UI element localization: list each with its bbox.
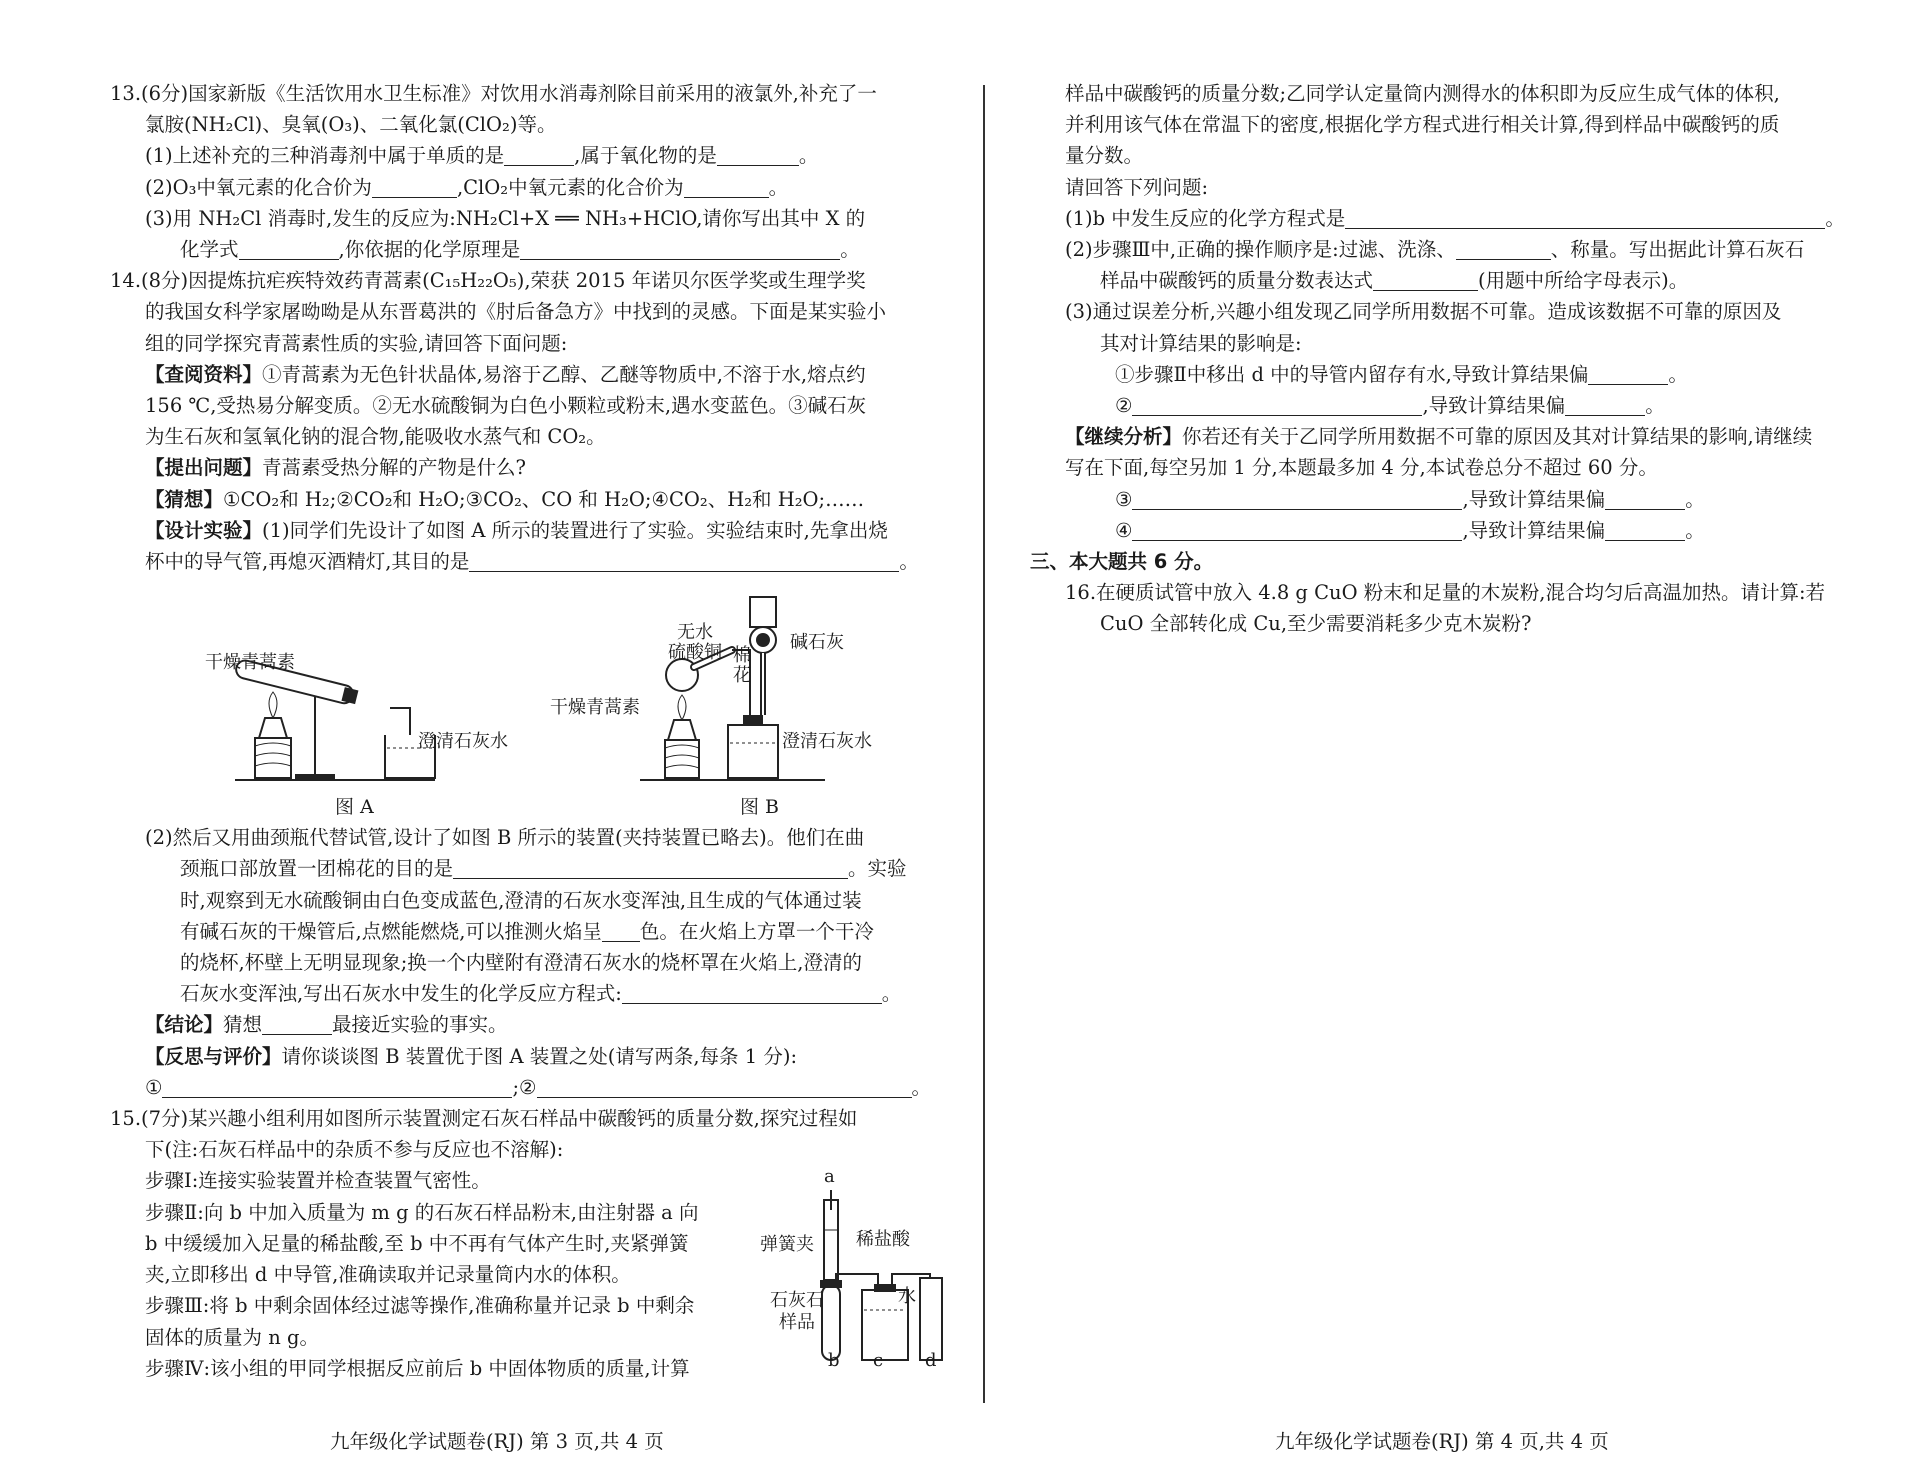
q14-line-19: ① ;② 。 <box>145 1075 932 1099</box>
q15-cont-line-9: 其对计算结果的影响是: <box>1100 331 1302 355</box>
answer-blank[interactable] <box>684 175 769 198</box>
answer-blank[interactable] <box>453 856 848 879</box>
q15-cont-line-1: 样品中碳酸钙的质量分数;乙同学认定量筒内测得水的体积即为反应生成气体的体积, <box>1065 82 1780 105</box>
figure-b-label-water: 澄清石灰水 <box>782 731 872 752</box>
figure-q15-label-c: c <box>873 1350 884 1371</box>
q14-line-5: 156 ℃,受热易分解变质。②无水硫酸铜为白色小颗粒或粉末,遇水变蓝色。③碱石灰 <box>145 394 867 418</box>
answer-blank[interactable] <box>520 237 840 260</box>
q15-cont-line-6: (2)步骤Ⅲ中,正确的操作顺序是:过滤、洗涤、 、称量。写出据此计算石灰石 <box>1065 238 1805 262</box>
figure-a-caption: 图 A <box>335 796 374 818</box>
q15-cont-line-14: ③ ,导致计算结果偏 。 <box>1115 487 1705 511</box>
q15-step-2: 步骤Ⅱ:向 b 中加入质量为 m g 的石灰石样品粉末,由注射器 a 向 <box>145 1200 699 1224</box>
q15-cont-line-7: 样品中碳酸钙的质量分数表达式 (用题中所给字母表示)。 <box>1100 269 1689 293</box>
figure-a-label-sample: 干燥青蒿素 <box>205 652 295 673</box>
q14-line-3: 组的同学探究青蒿素性质的实验,请回答下面问题: <box>145 331 568 355</box>
q14-line-6: 为生石灰和氢氧化钠的混合物,能吸收水蒸气和 CO₂。 <box>145 425 606 449</box>
q14-line-7: 【提出问题】青蒿素受热分解的产物是什么? <box>145 456 526 480</box>
answer-blank[interactable] <box>262 1012 332 1035</box>
q14-line-12: 颈瓶口部放置一团棉花的目的是 。实验 <box>180 857 907 881</box>
answer-blank[interactable] <box>1132 393 1422 416</box>
figure-q15-apparatus <box>800 1190 960 1370</box>
answer-blank[interactable] <box>504 143 574 166</box>
figure-q15-label-d: d <box>925 1350 937 1371</box>
answer-blank[interactable] <box>372 175 457 198</box>
column-divider <box>983 85 985 1403</box>
q13-line-2: 氯胺(NH₂Cl)、臭氧(O₃)、二氧化氯(ClO₂)等。 <box>145 113 557 137</box>
page-footer-left: 九年级化学试题卷(RJ) 第 3 页,共 4 页 <box>330 1430 664 1453</box>
q14-line-16: 石灰水变浑浊,写出石灰水中发生的化学反应方程式: 。 <box>180 982 902 1006</box>
figure-q15-label-a: a <box>824 1166 835 1187</box>
q15-cont-line-5: (1)b 中发生反应的化学方程式是 。 <box>1065 206 1845 230</box>
figure-b-caption: 图 B <box>740 796 780 818</box>
q14-line-4: 【查阅资料】①青蒿素为无色针状晶体,易溶于乙醇、乙醚等物质中,不溶于水,熔点约 <box>145 362 866 386</box>
q16-line-1: 16.在硬质试管中放入 4.8 g CuO 粉末和足量的木炭粉,混合均匀后高温加热。请计算:若 <box>1065 581 1826 605</box>
q14-line-9: 【设计实验】(1)同学们先设计了如图 A 所示的装置进行了实验。实验结束时,先拿出烧 <box>145 518 888 542</box>
answer-blank[interactable] <box>1588 362 1668 385</box>
q15-cont-line-12: 【继续分析】你若还有关于乙同学所用数据不可靠的原因及其对计算结果的影响,请继续 <box>1065 425 1813 449</box>
q13-line-4: (2)O₃中氧元素的化合价为 ,ClO₂中氧元素的化合价为 。 <box>145 175 789 199</box>
q14-line-18: 【反思与评价】请你谈谈图 B 装置优于图 A 装置之处(请写两条,每条 1 分): <box>145 1044 798 1068</box>
figure-q15-label-water: 水 <box>898 1286 916 1307</box>
q14-line-14: 有碱石灰的干燥管后,点燃能燃烧,可以推测火焰呈 色。在火焰上方罩一个干冷 <box>180 919 874 943</box>
q15-step-2b: b 中缓缓加入足量的稀盐酸,至 b 中不再有气体产生时,夹紧弹簧 <box>145 1231 689 1255</box>
answer-blank[interactable] <box>1373 268 1478 291</box>
figure-a-label-water: 澄清石灰水 <box>418 731 508 752</box>
right-column <box>1030 78 1870 640</box>
q15-cont-line-4: 请回答下列问题: <box>1065 175 1209 199</box>
q14-line-1: 14.(8分)因提炼抗疟疾特效药青蒿素(C₁₅H₂₂O₅),荣获 2015 年诺贝尔医学奖或生理学奖 <box>110 269 866 293</box>
figure-q15-label-sample: 石灰石 样品 <box>770 1290 824 1333</box>
answer-blank[interactable] <box>622 981 882 1004</box>
figure-b-label-cotton: 棉花 <box>733 645 751 686</box>
figure-b-label-sodalime: 碱石灰 <box>790 632 844 653</box>
q14-line-10: 杯中的导气管,再熄灭酒精灯,其目的是 。 <box>145 550 919 574</box>
q15-cont-line-13: 写在下面,每空另加 1 分,本题最多加 4 分,本试卷总分不超过 60 分。 <box>1065 456 1658 480</box>
q14-line-13: 时,观察到无水硫酸铜由白色变成蓝色,澄清的石灰水变浑浊,且生成的气体通过装 <box>180 888 862 912</box>
q13-line-3: (1)上述补充的三种消毒剂中属于单质的是 ,属于氧化物的是 。 <box>145 144 819 168</box>
q14-line-17: 【结论】猜想 最接近实验的事实。 <box>145 1013 508 1037</box>
q15-cont-line-11: ② ,导致计算结果偏 。 <box>1115 394 1665 418</box>
q14-line-2: 的我国女科学家屠呦呦是从东晋葛洪的《肘后备急方》中找到的灵感。下面是某实验小 <box>145 300 887 324</box>
q16-line-2: CuO 全部转化成 Cu,至少需要消耗多少克木炭粉? <box>1100 612 1532 636</box>
q15-line-1: 15.(7分)某兴趣小组利用如图所示装置测定石灰石样品中碳酸钙的质量分数,探究过程如 <box>110 1107 858 1131</box>
figure-q15-label-b: b <box>828 1350 840 1371</box>
q14-line-11: (2)然后又用曲颈瓶代替试管,设计了如图 B 所示的装置(夹持装置已略去)。他们在曲 <box>145 826 865 850</box>
page-footer-right: 九年级化学试题卷(RJ) 第 4 页,共 4 页 <box>1275 1430 1609 1453</box>
figure-b-label-sample: 干燥青蒿素 <box>550 697 640 718</box>
q15-cont-line-10: ①步骤Ⅱ中移出 d 中的导管内留存有水,导致计算结果偏 。 <box>1115 362 1688 386</box>
answer-blank[interactable] <box>1565 393 1645 416</box>
answer-blank[interactable] <box>717 143 799 166</box>
answer-blank[interactable] <box>1605 487 1685 510</box>
answer-blank[interactable] <box>162 1075 512 1098</box>
answer-blank[interactable] <box>469 549 899 572</box>
section-three-heading: 三、本大题共 6 分。 <box>1030 550 1214 574</box>
q13-line-6: 化学式 ,你依据的化学原理是 。 <box>180 238 860 262</box>
q15-cont-line-2: 并利用该气体在常温下的密度,根据化学方程式进行相关计算,得到样品中碳酸钙的质 <box>1065 113 1780 137</box>
q15-step-1: 步骤Ⅰ:连接实验装置并检查装置气密性。 <box>145 1169 491 1193</box>
q13-line-1: 13.(6分)国家新版《生活饮用水卫生标准》对饮用水消毒剂除目前采用的液氯外,补充了一 <box>110 82 877 105</box>
figure-q15-label-acid: 稀盐酸 <box>856 1229 910 1250</box>
figure-b-label-cuso4: 无水 硫酸铜 <box>668 622 722 663</box>
q15-step-2c: 夹,立即移出 d 中导管,准确读取并记录量筒内水的体积。 <box>145 1263 631 1287</box>
answer-blank[interactable] <box>1132 518 1462 541</box>
answer-blank[interactable] <box>1345 206 1825 229</box>
answer-blank[interactable] <box>1456 237 1551 260</box>
q15-step-4: 步骤Ⅳ:该小组的甲同学根据反应前后 b 中固体物质的质量,计算 <box>145 1356 690 1380</box>
q15-step-3b: 固体的质量为 n g。 <box>145 1325 319 1349</box>
figure-q15-label-clip: 弹簧夹 <box>760 1234 814 1255</box>
q15-line-2: 下(注:石灰石样品中的杂质不参与反应也不溶解): <box>145 1138 564 1162</box>
q15-cont-line-15: ④ ,导致计算结果偏 。 <box>1115 518 1705 542</box>
answer-blank[interactable] <box>1132 487 1462 510</box>
q13-line-5: (3)用 NH₂Cl 消毒时,发生的反应为:NH₂Cl+X ══ NH₃+HClO,请你写出其中 X 的 <box>145 206 866 230</box>
q14-line-8: 【猜想】①CO₂和 H₂;②CO₂和 H₂O;③CO₂、CO 和 H₂O;④CO₂、H₂和 H₂O;…… <box>145 487 865 511</box>
q15-cont-line-8: (3)通过误差分析,兴趣小组发现乙同学所用数据不可靠。造成该数据不可靠的原因及 <box>1065 300 1782 324</box>
q15-step-3: 步骤Ⅲ:将 b 中剩余固体经过滤等操作,准确称量并记录 b 中剩余 <box>145 1294 695 1318</box>
answer-blank[interactable] <box>1605 518 1685 541</box>
q14-line-15: 的烧杯,杯壁上无明显现象;换一个内壁附有澄清石灰水的烧杯罩在火焰上,澄清的 <box>180 951 862 975</box>
q15-cont-line-3: 量分数。 <box>1065 144 1144 168</box>
answer-blank[interactable] <box>239 237 339 260</box>
answer-blank[interactable] <box>602 919 640 942</box>
answer-blank[interactable] <box>537 1075 912 1098</box>
